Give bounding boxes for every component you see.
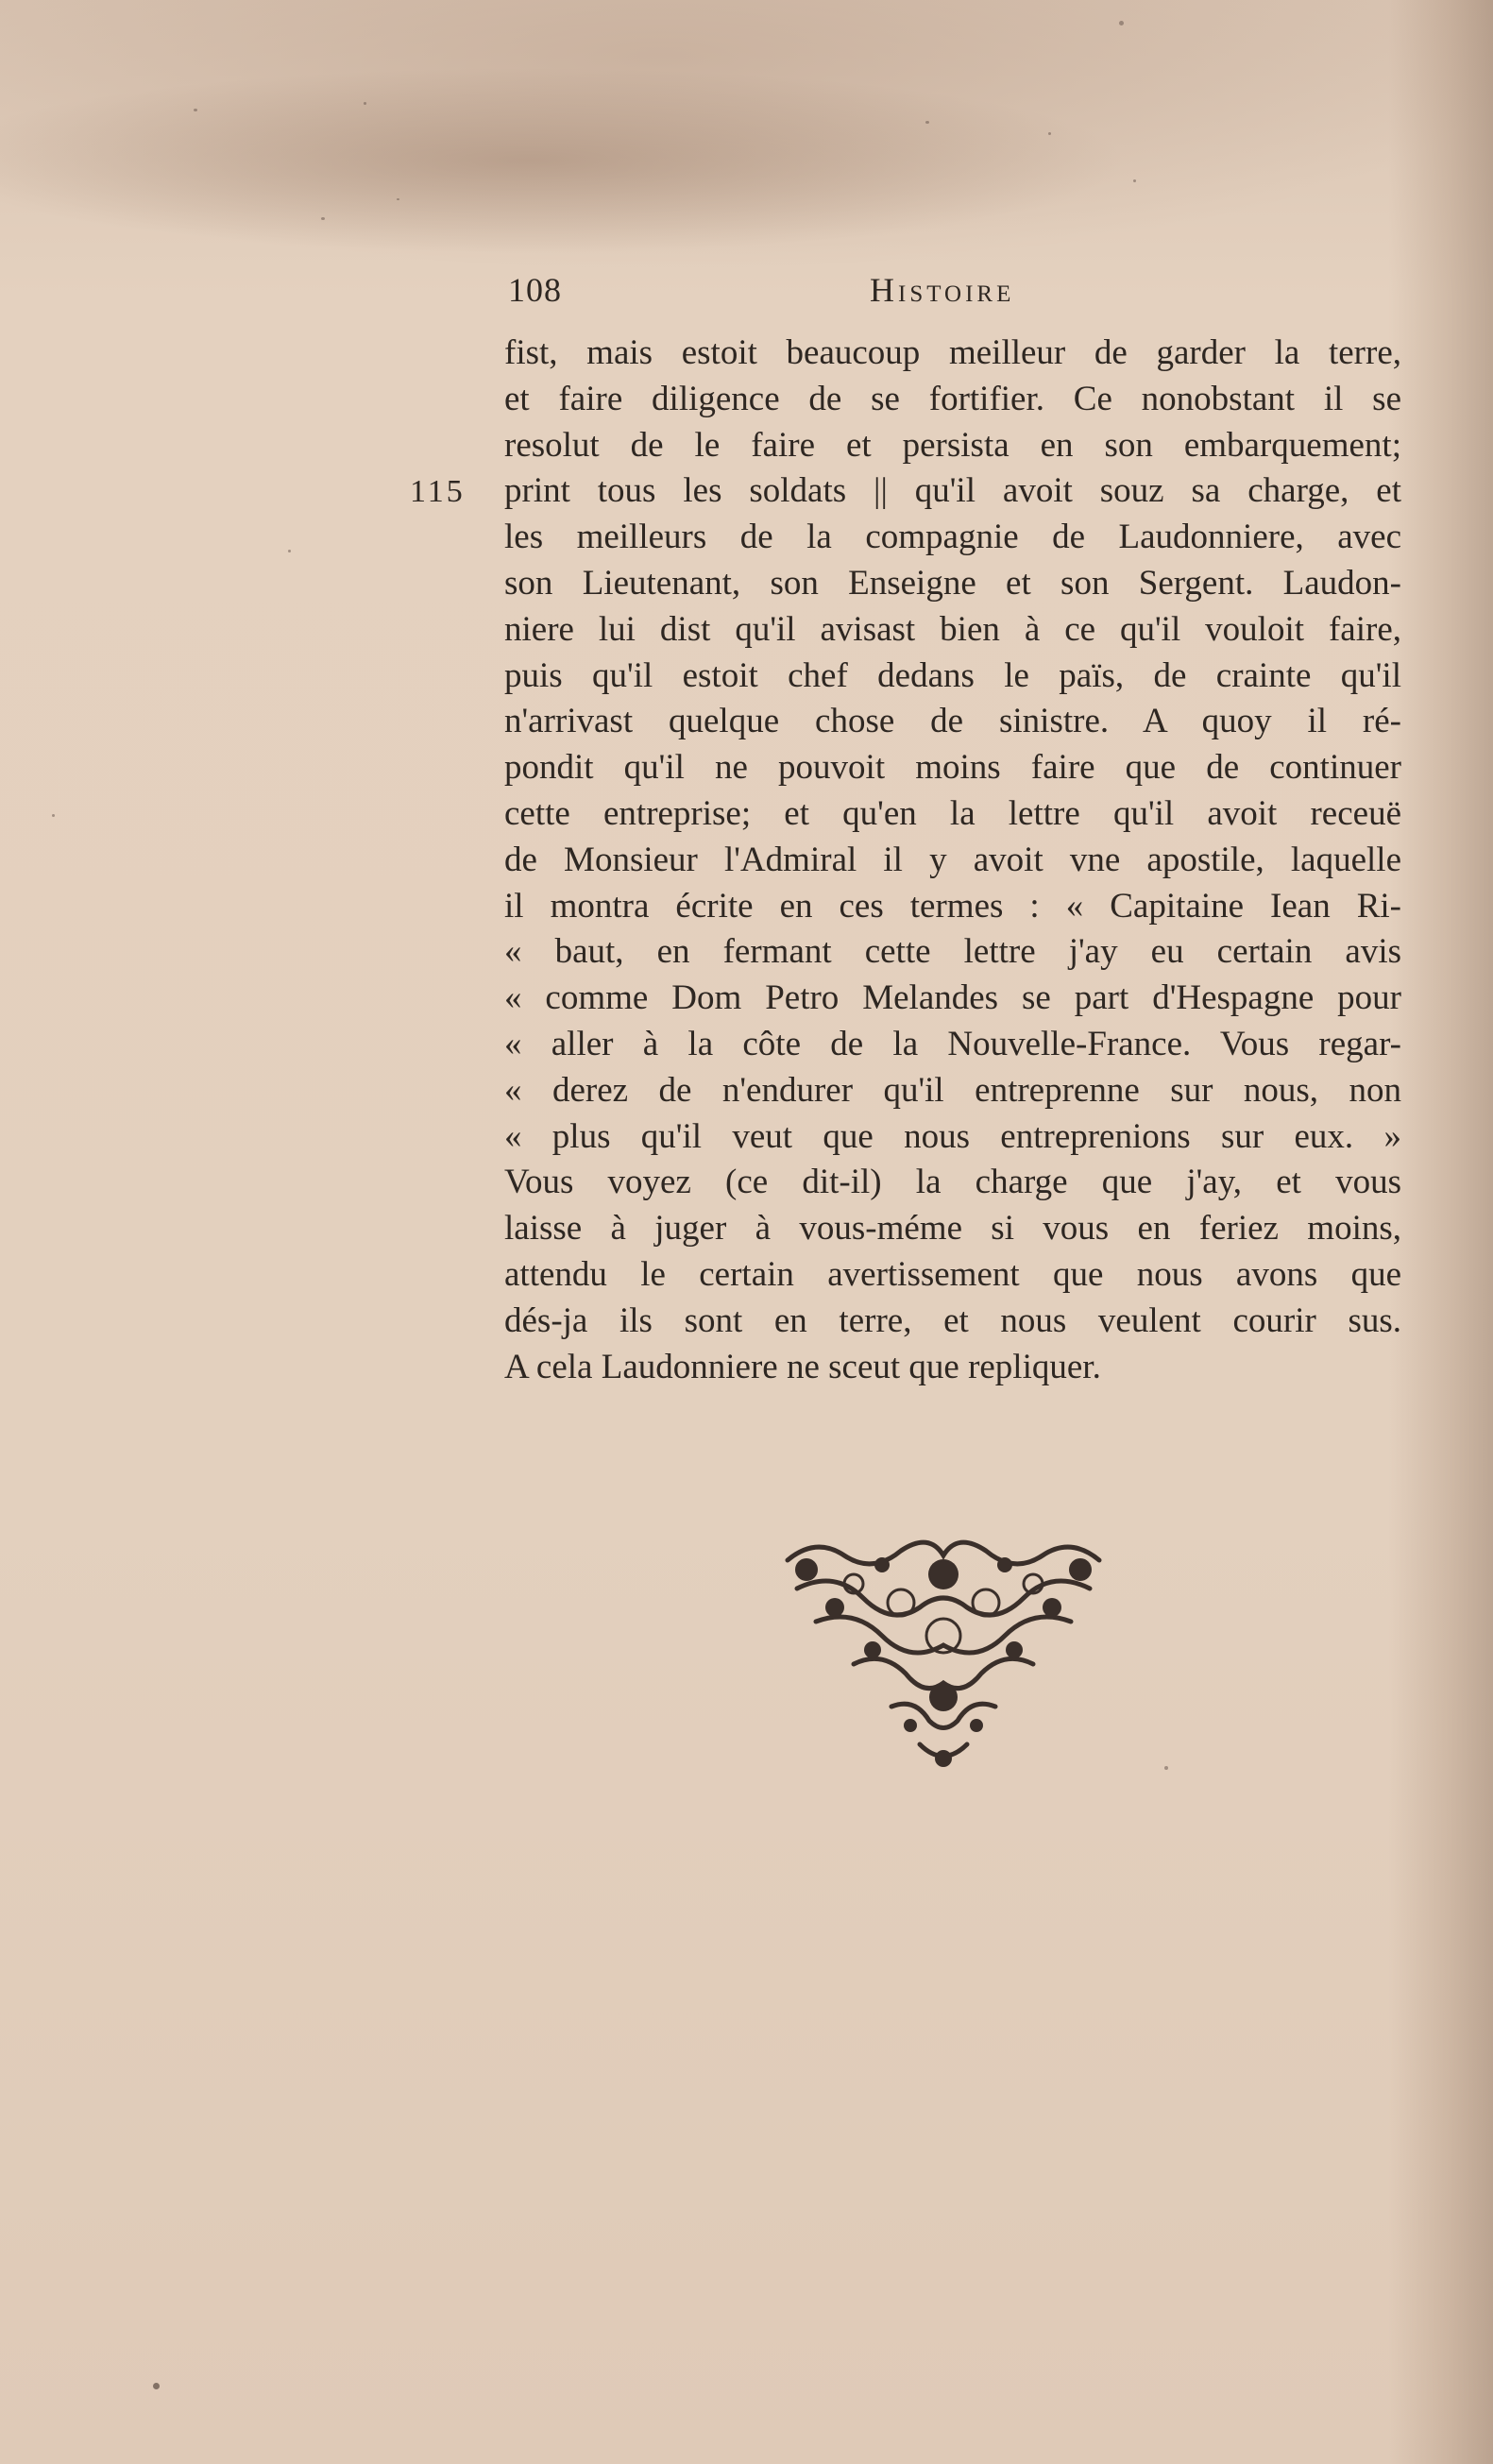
text-line: pondit qu'il ne pouvoit moins faire que de continuer xyxy=(504,748,1401,788)
text-line: niere lui dist qu'il avisast bien à ce qu'il vouloit faire, xyxy=(504,609,1401,649)
text-line: les meilleurs de la compagnie de Laudonniere, avec xyxy=(504,518,1401,557)
text-line: n'arrivast quelque chose de sinistre. A quoy il ré- xyxy=(504,702,1401,741)
text-line: resolut de le faire et persista en son embarquement; xyxy=(504,425,1401,465)
text-line: « aller à la côte de la Nouvelle-France. Vous regar- xyxy=(504,1024,1401,1063)
text-line: et faire diligence de se fortifier. Ce nonobstant il se xyxy=(504,379,1401,418)
text-line: il montra écrite en ces termes : « Capitaine Iean Ri- xyxy=(504,886,1401,926)
text-line: « plus qu'il veut que nous entreprenions sur eux. » xyxy=(504,1116,1401,1156)
text-line: Vous voyez (ce dit-il) la charge que j'ay, et vous xyxy=(504,1163,1401,1202)
running-title: Histoire xyxy=(870,271,1015,309)
text-line: « baut, en fermant cette lettre j'ay eu certain avis xyxy=(504,932,1401,972)
text-line: « comme Dom Petro Melandes se part d'Hespagne pour xyxy=(504,978,1401,1018)
text-line: cette entreprise; et qu'en la lettre qu'il avoit receuë xyxy=(504,793,1401,833)
text-line: print tous les soldats || qu'il avoit souz sa charge, et xyxy=(504,471,1401,511)
floral-tailpiece-icon xyxy=(778,1532,1109,1776)
body-text xyxy=(504,331,1401,1390)
text-line: de Monsieur l'Admiral il y avoit vne apostile, laquelle xyxy=(504,840,1401,879)
text-line: puis qu'il estoit chef dedans le païs, de crainte qu'il xyxy=(504,655,1401,695)
running-head xyxy=(508,270,1405,317)
text-line: fist, mais estoit beaucoup meilleur de garder la terre, xyxy=(504,333,1401,372)
text-line: laisse à juger à vous-méme si vous en feriez moins, xyxy=(504,1209,1401,1249)
text-line: A cela Laudonniere ne sceut que repliquer. xyxy=(504,1347,1101,1386)
page-number: 108 xyxy=(508,271,562,309)
text-line: dés-ja ils sont en terre, et nous veulent courir sus. xyxy=(504,1300,1401,1340)
text-line: attendu le certain avertissement que nous avons que xyxy=(504,1254,1401,1294)
text-line: « derez de n'endurer qu'il entreprenne sur nous, non xyxy=(504,1070,1401,1110)
text-line: son Lieutenant, son Enseigne et son Sergent. Laudon- xyxy=(504,563,1401,603)
margin-line-number: 115 xyxy=(410,474,466,509)
